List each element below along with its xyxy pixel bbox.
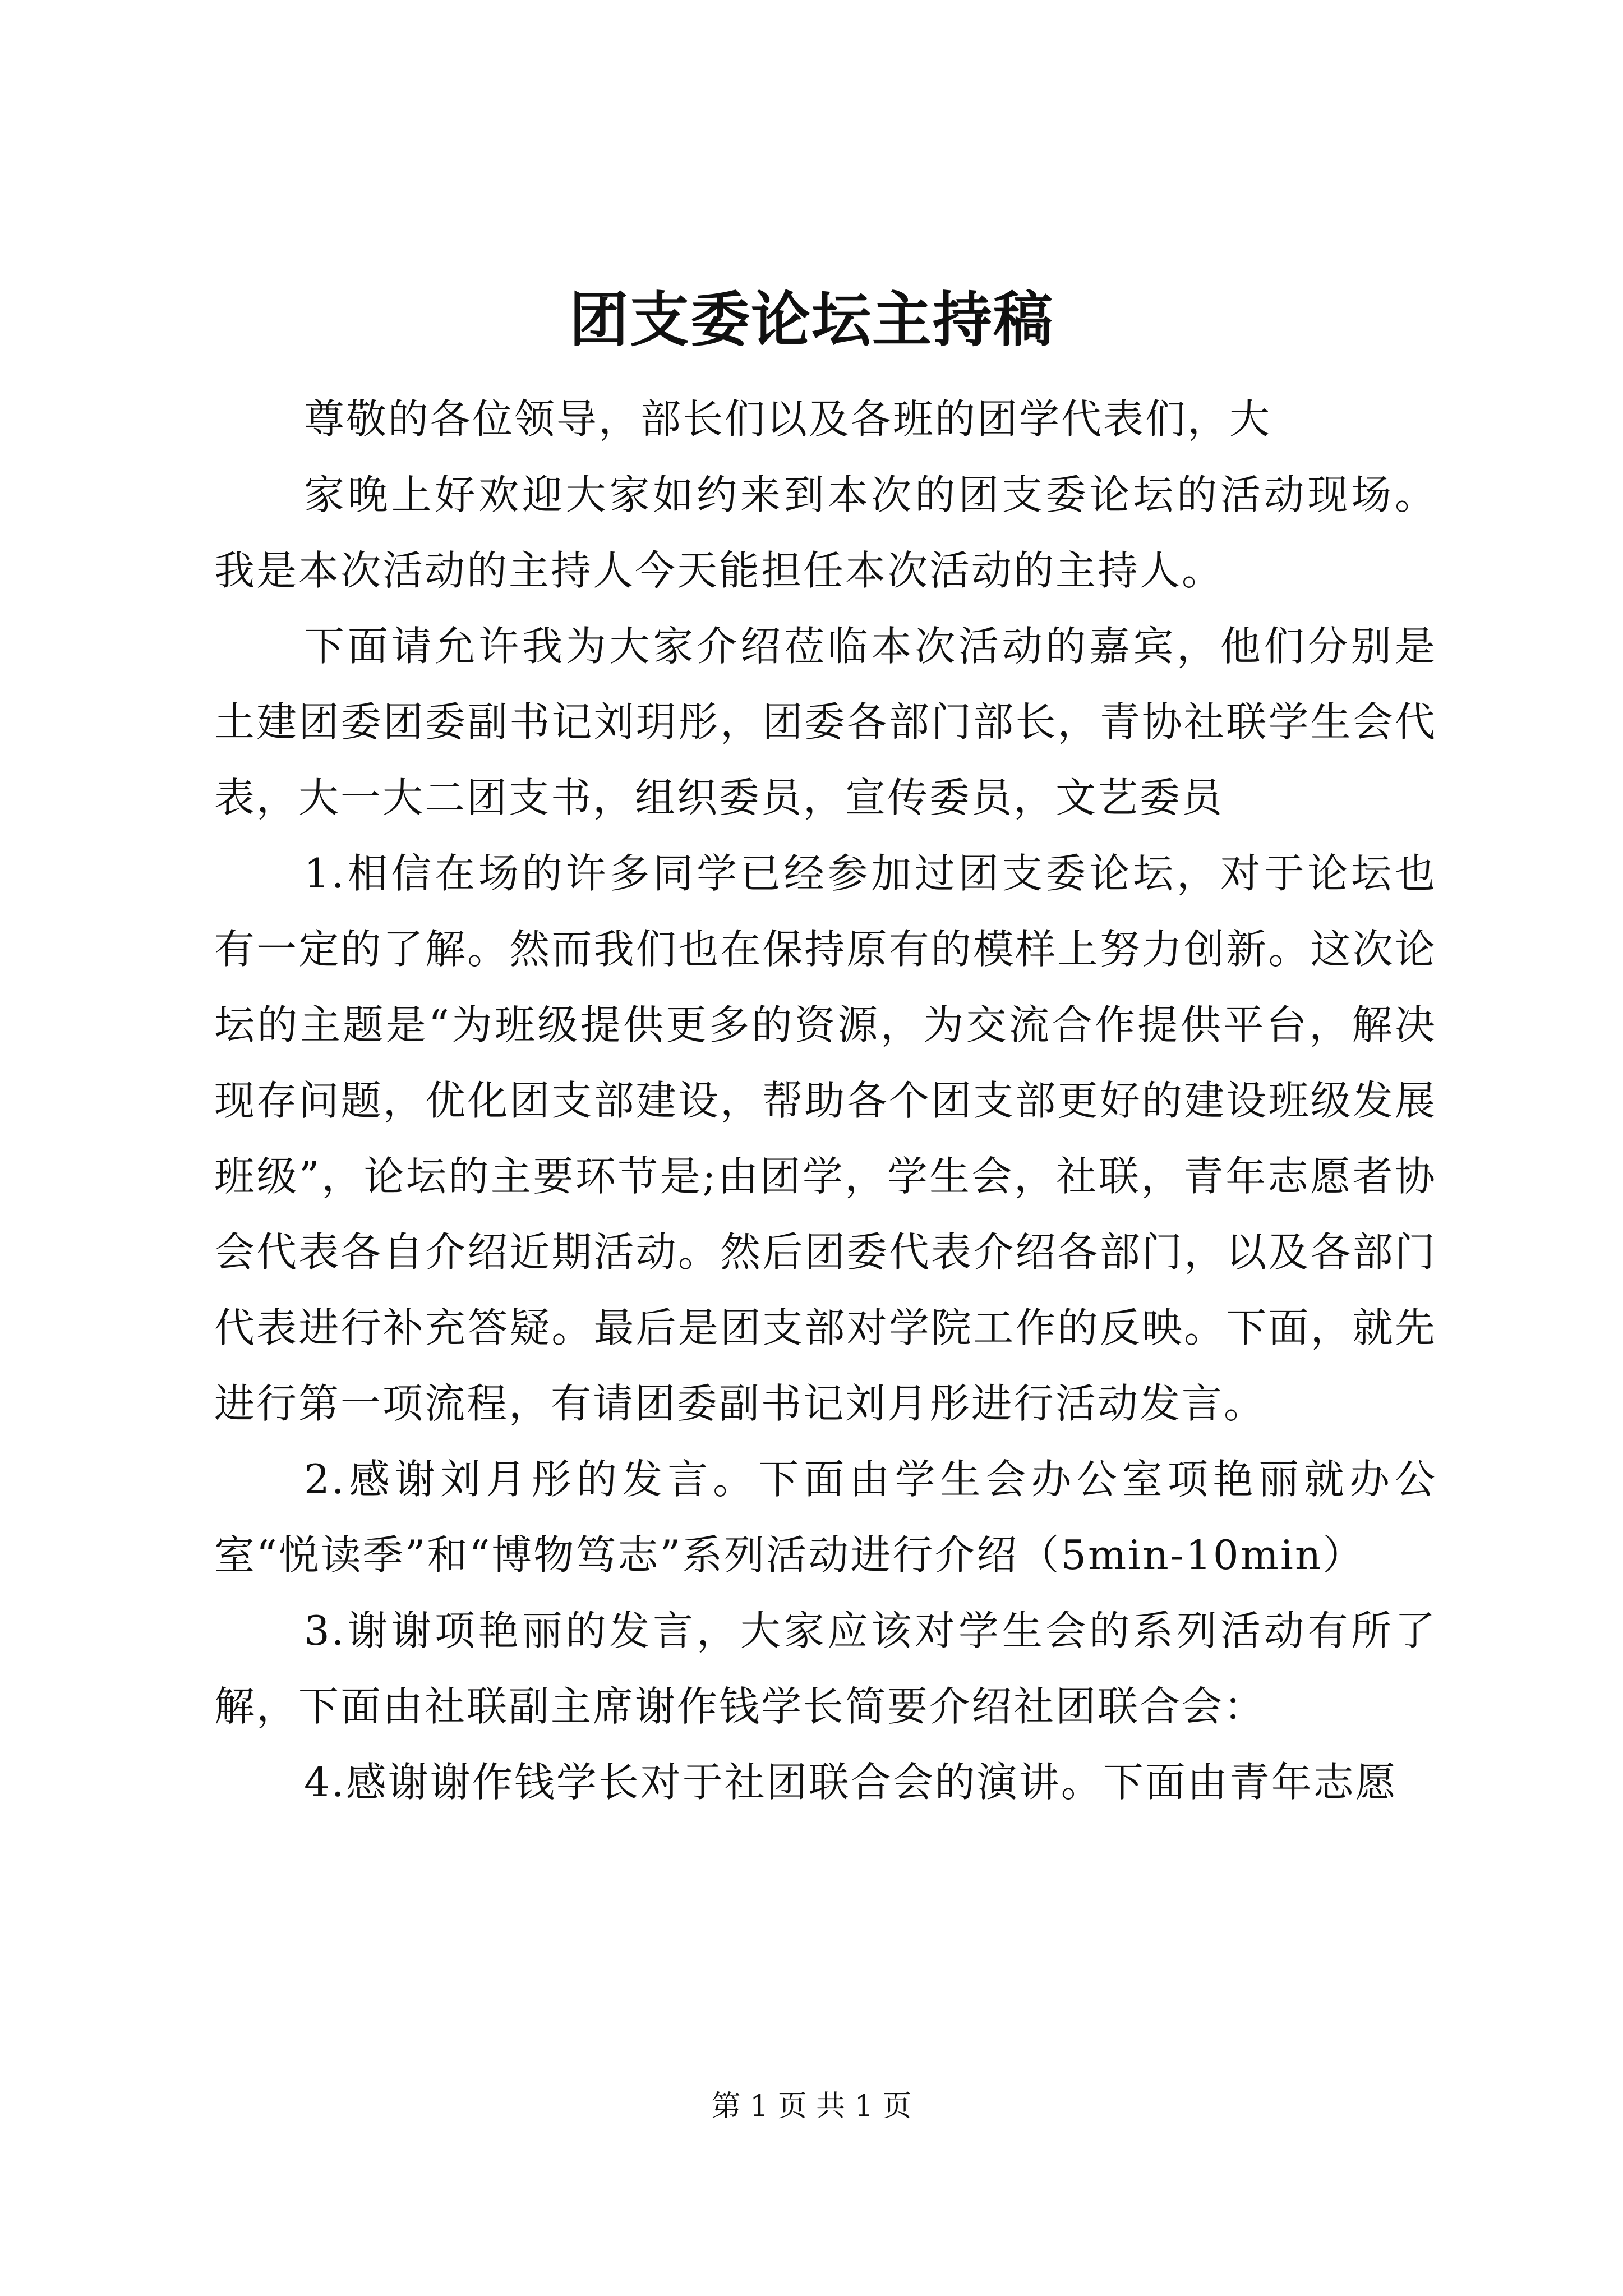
paragraph-item-2: 2.感谢刘月彤的发言。下面由学生会办公室项艳丽就办公室“悦读季”和“博物笃志”系列活动进行介绍（5min-10min） [214, 1456, 1437, 1579]
page-footer: 第 1 页 共 1 页 [711, 2090, 912, 2123]
paragraph-greeting: 尊敬的各位领导，部长们以及各班的团学代表们，大 [304, 395, 1272, 443]
document-body [214, 381, 1437, 1820]
paragraph-item-4: 4.感谢谢作钱学长对于社团联合会的演讲。下面由青年志愿 [304, 1759, 1398, 1806]
document-title: 团支委论坛主持稿 [569, 284, 1054, 355]
paragraph-guests: 下面请允许我为大家介绍莅临本次活动的嘉宾，他们分别是土建团委团委副书记刘玥彤，团委各部门部长，青协社联学生会代表，大一大二团支书，组织委员，宣传委员，文艺委员 [214, 623, 1437, 821]
paragraph-welcome: 家晚上好欢迎大家如约来到本次的团支委论坛的活动现场。我是本次活动的主持人今天能担任本次活动的主持人。 [214, 471, 1437, 594]
paragraph-item-3: 3.谢谢项艳丽的发言，大家应该对学生会的系列活动有所了解，下面由社联副主席谢作钱学长简要介绍社团联合会： [214, 1607, 1437, 1730]
paragraph-item-1: 1.相信在场的许多同学已经参加过团支委论坛，对于论坛也有一定的了解。然而我们也在保持原有的模样上努力创新。这次论坛的主题是“为班级提供更多的资源，为交流合作提供平台，解决现存问题，优化团支部建设，帮助各个团支部更好的建设班级发展班级”，论坛的主要环节是;由团学，学生会，社联，青年志愿者协会代表各自介绍近期活动。然后团委代表介绍各部门，以及各部门代表进行补充答疑。最后是团支部对学院工作的反映。下面，就先进行第一项流程，有请团委副书记刘月彤进行活动发言。 [214, 850, 1437, 1427]
